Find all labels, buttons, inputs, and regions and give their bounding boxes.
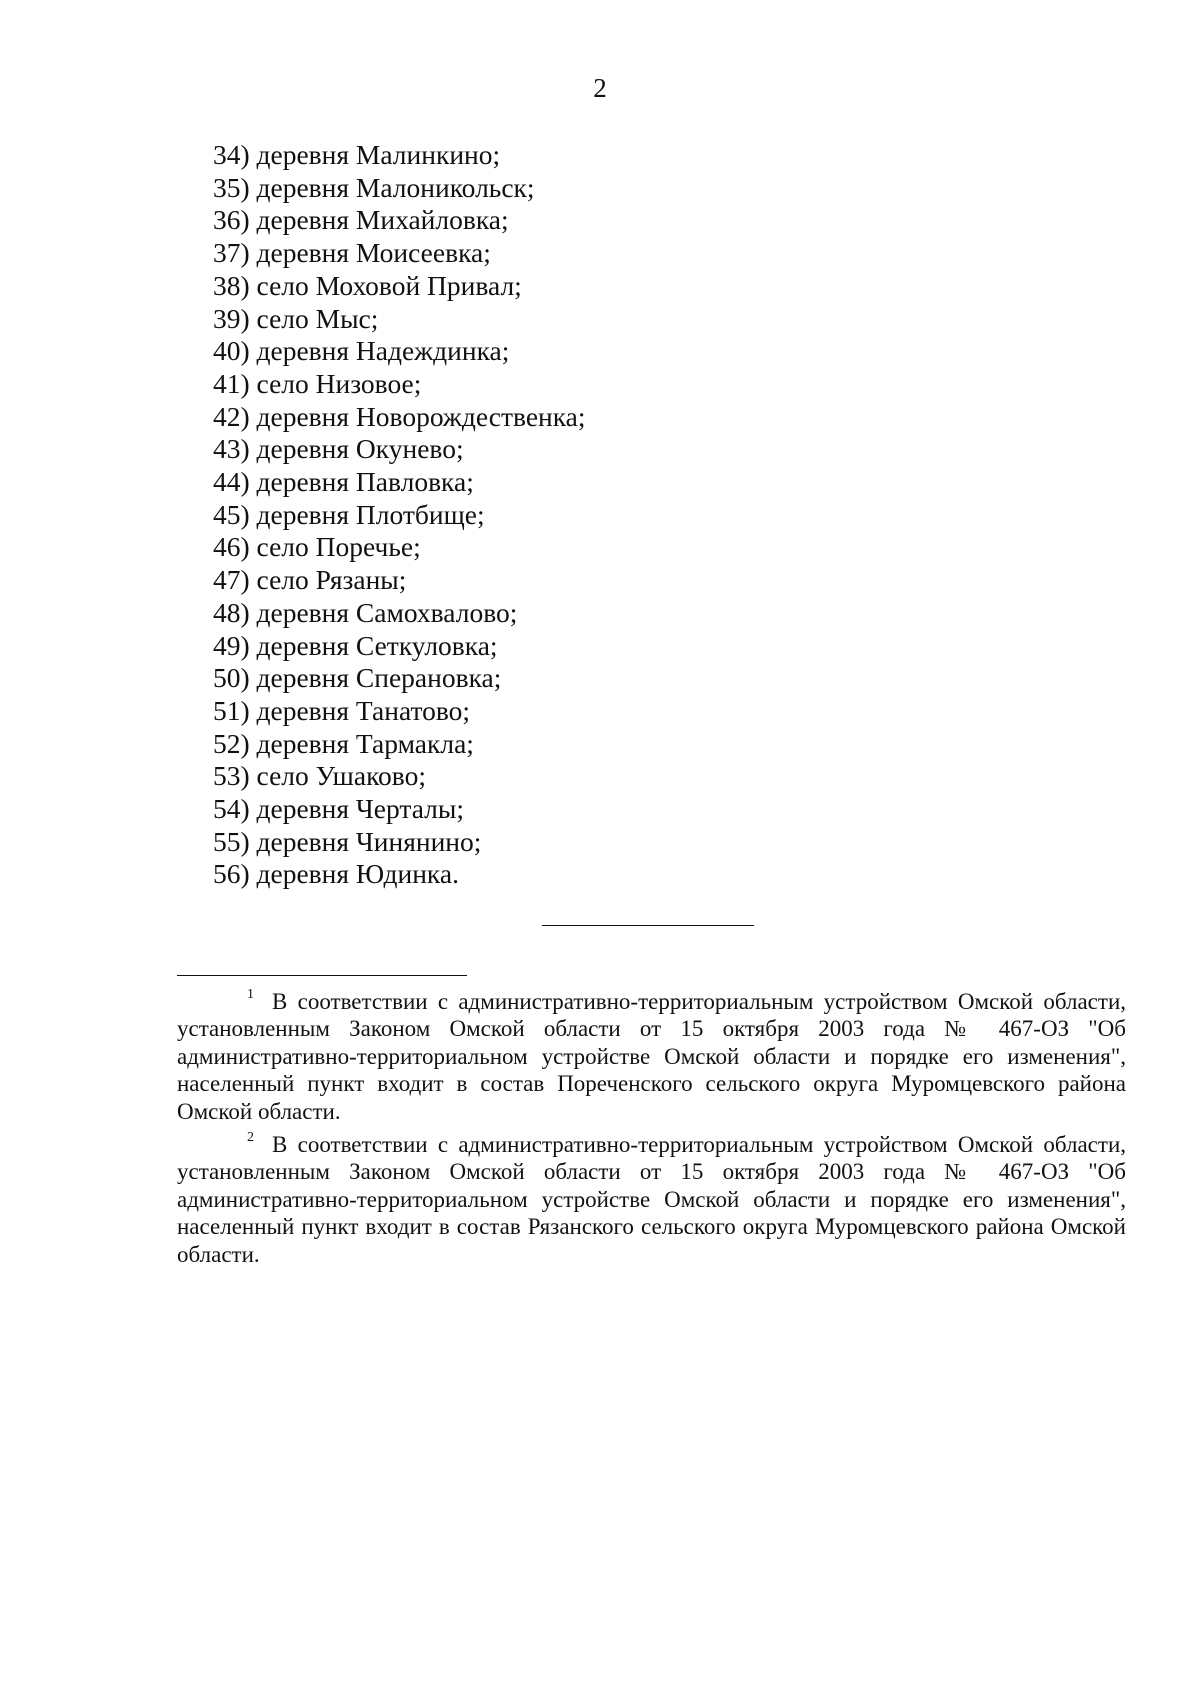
list-item: 45) деревня Плотбище;: [213, 498, 485, 530]
settlement-list: [213, 139, 586, 891]
list-item: 55) деревня Чинянино;: [213, 825, 482, 857]
list-item: 39) село Мыс;: [213, 302, 379, 334]
footnote-1: [177, 988, 1126, 1125]
list-item: 36) деревня Михайловка;: [213, 204, 509, 236]
list-item: 56) деревня Юдинка.: [213, 858, 459, 890]
list-item: 47) село Рязаны;: [213, 564, 407, 596]
footnote-mark: 1: [247, 987, 254, 1002]
list-item: 34) деревня Малинкино;: [213, 139, 501, 170]
footnote-text: В соответствии с административно-территориальным устройством Омской области, установленным Законом Омской области от 15 октября 2003 года № 467-ОЗ "Об административно-территориальном устройстве Омской области и порядке его изменения", населенный пункт входит в состав Рязанского сельского округа Муромцевского района Омской области.: [177, 1132, 1126, 1267]
page-number: 2: [593, 73, 607, 103]
list-item: 38) село Моховой Привал;: [213, 269, 522, 301]
list-item: 41) село Низовое;: [213, 367, 422, 399]
footnote-divider: [177, 975, 467, 976]
footnote-2: [177, 1131, 1126, 1268]
list-item: 49) деревня Сеткуловка;: [213, 629, 498, 661]
list-item: 54) деревня Черталы;: [213, 793, 465, 825]
list-item: 52) деревня Тармакла;: [213, 727, 474, 759]
list-item: 53) село Ушаково;: [213, 760, 426, 792]
footnote-mark: 2: [247, 1130, 254, 1146]
footnote-text: В соответствии с административно-территориальным устройством Омской области, установленным Законом Омской области от 15 октября 2003 года № 467-ОЗ "Об административно-территориальном устройстве Омской области и порядке его изменения", населенный пункт входит в состав Пореченского сельского округа Муромцевского района Омской области.: [177, 989, 1126, 1124]
list-item: 51) деревня Танатово;: [213, 694, 471, 726]
list-item: 35) деревня Малоникольск;: [213, 171, 535, 203]
list-item: 43) деревня Окунево;: [213, 433, 464, 465]
list-item: 37) деревня Моисеевка;: [213, 237, 491, 269]
footnotes: [177, 988, 1126, 1268]
list-item: 46) село Поречье;: [213, 531, 421, 563]
list-item: 40) деревня Надеждинка;: [213, 335, 510, 367]
list-item: 42) деревня Новорождественка;: [213, 400, 586, 432]
list-item: 48) деревня Самохвалово;: [213, 596, 518, 628]
list-item: 50) деревня Сперановка;: [213, 662, 502, 694]
list-end-divider: [542, 925, 754, 926]
list-item: 44) деревня Павловка;: [213, 466, 474, 498]
